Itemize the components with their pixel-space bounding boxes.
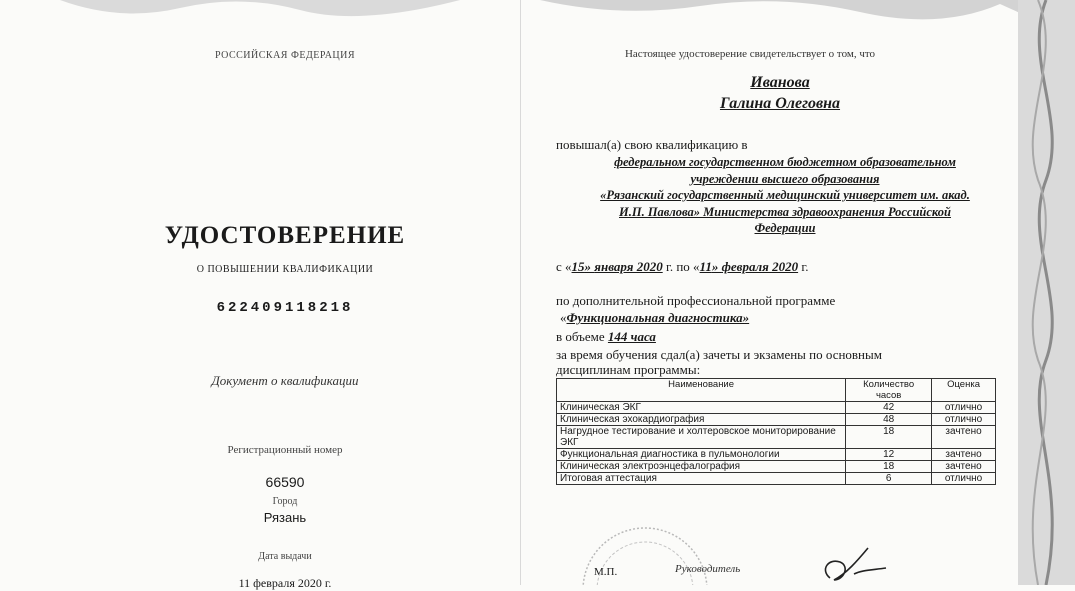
period-from-day: 15: [571, 259, 585, 274]
institution-line: И.П. Павлова» Министерства здравоохранения Российской: [619, 204, 951, 219]
holder-surname: Иванова: [750, 74, 810, 91]
subject-grade: отлично: [932, 402, 996, 414]
header-name: Наименование: [557, 379, 846, 402]
holder-given-names: Галина Олеговна: [719, 95, 841, 112]
issue-date: 11 февраля 2020 г.: [238, 576, 332, 590]
table-header-row: [557, 379, 996, 402]
table-row: [557, 426, 996, 449]
volume-hours: 144 часа: [607, 329, 656, 344]
program-intro: по дополнительной профессиональной программе: [556, 293, 836, 308]
subject-hours: 18: [846, 461, 932, 473]
stamp-label: М.П.: [594, 566, 618, 578]
reg-number: 66590: [265, 474, 305, 490]
right-page: [520, 0, 1075, 585]
subject-grade: зачтено: [932, 461, 996, 473]
subject-name: Клиническая электроэнцефалография: [557, 461, 846, 473]
left-page: [0, 0, 520, 590]
subject-hours: 18: [846, 426, 932, 449]
subject-grade: зачтено: [932, 426, 996, 449]
doc-subtitle: О ПОВЫШЕНИИ КВАЛИФИКАЦИИ: [196, 264, 374, 275]
country-label: РОССИЙСКАЯ ФЕДЕРАЦИЯ: [214, 50, 356, 61]
table-row: [557, 461, 996, 473]
intro-text: Настоящее удостоверение свидетельствует о том, что: [624, 48, 876, 60]
period-to-month: февраля 2020: [721, 259, 799, 274]
institution-line: учреждении высшего образования: [690, 171, 880, 186]
doc-title: УДОСТОВЕРЕНИЕ: [164, 222, 406, 249]
table-row: [557, 414, 996, 426]
qualified-text: повышал(а) свою квалификацию в: [556, 137, 748, 152]
subject-hours: 42: [846, 402, 932, 414]
subject-grade: отлично: [932, 414, 996, 426]
subject-name: Клиническая ЭКГ: [557, 402, 846, 414]
doc-number: 622409118218: [216, 300, 354, 316]
subject-name: Нагрудное тестирование и холтеровское мониторирование ЭКГ: [557, 426, 846, 449]
period-to-day: 11: [699, 259, 712, 274]
reg-label: Регистрационный номер: [227, 444, 343, 456]
doc-type: Документ о квалификации: [211, 373, 359, 388]
institution-block: [560, 154, 1010, 237]
institution-line: федеральном государственном бюджетном образовательном: [614, 155, 956, 169]
table-row: [557, 473, 996, 485]
table-row: [557, 402, 996, 414]
subject-name: Функциональная диагностика в пульмонологии: [557, 449, 846, 461]
issue-date-label: Дата выдачи: [258, 551, 312, 562]
header-grade: Оценка: [932, 379, 996, 402]
subjects-table: [556, 378, 996, 485]
program-name: «Функциональная диагностика»: [560, 310, 750, 325]
subject-hours: 6: [846, 473, 932, 485]
subject-name: Клиническая эхокардиография: [557, 414, 846, 426]
subject-hours: 48: [846, 414, 932, 426]
city: Рязань: [263, 510, 307, 525]
subject-grade: отлично: [932, 473, 996, 485]
exams-text: за время обучения сдал(а) зачеты и экзамены по основным дисциплинам программы:: [556, 347, 882, 377]
city-label: Город: [272, 496, 298, 507]
training-period: с «15» января 2020 г. по «11» февраля 2020 г.: [556, 259, 809, 274]
header-hours: Количество часов: [846, 379, 932, 402]
program-volume: в объеме 144 часа: [556, 329, 656, 344]
institution-line: «Рязанский государственный медицинский университет им. акад.: [600, 188, 970, 202]
period-from-month: января 2020: [594, 259, 663, 274]
subject-name: Итоговая аттестация: [557, 473, 846, 485]
signature-label: Руководитель: [675, 563, 741, 575]
signature-icon: [810, 540, 890, 585]
table-row: [557, 449, 996, 461]
institution-line: Федерации: [754, 221, 816, 235]
subject-grade: зачтено: [932, 449, 996, 461]
subject-hours: 12: [846, 449, 932, 461]
